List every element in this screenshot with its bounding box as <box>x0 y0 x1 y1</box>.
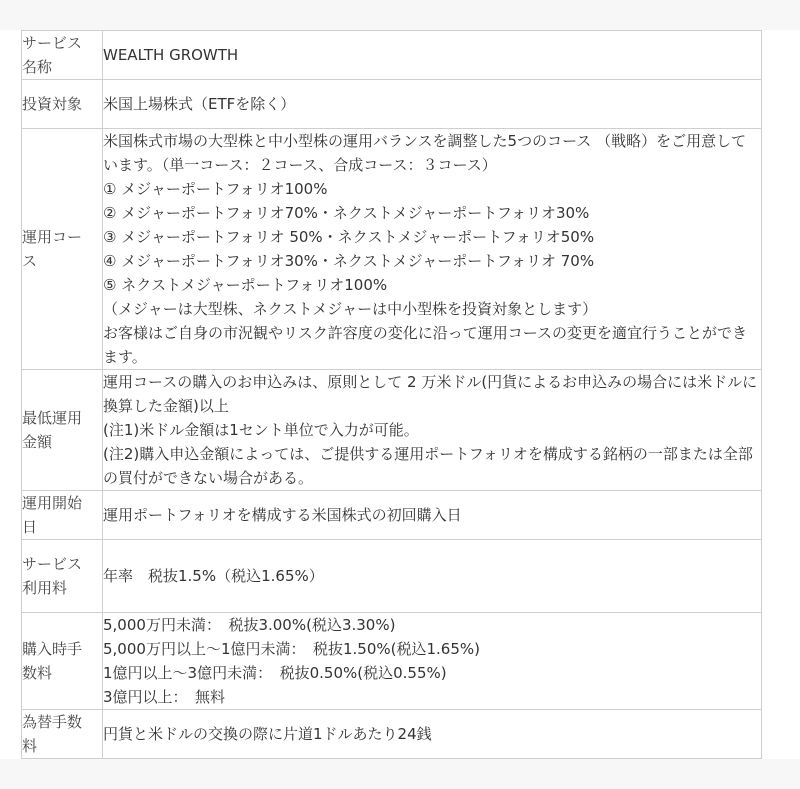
table-row <box>22 613 762 710</box>
top-margin <box>0 0 800 30</box>
row-value-cell <box>103 491 762 540</box>
row-value-cell <box>103 613 762 710</box>
value-line: (注2)購入申込金額によっては、ご提供する運用ポートフォリオを構成する銘柄の一部または全部の買付ができない場合がある。 <box>103 445 753 487</box>
table-row <box>22 540 762 613</box>
row-label-cell <box>22 491 103 540</box>
value-line: 5,000万円以上～1億円未満： 税抜1.50%(税込1.65%) <box>103 640 480 658</box>
row-label: 運用開始日 <box>22 494 83 536</box>
value-line: WEALTH GROWTH <box>103 46 239 64</box>
value-line: ② メジャーポートフォリオ70%・ネクストメジャーポートフォリオ30% <box>103 204 590 222</box>
row-label: 投資対象 <box>22 95 83 113</box>
row-value-cell <box>103 80 762 129</box>
row-label: 運用コース <box>22 228 83 270</box>
value-line: 年率 税抜1.5%（税込1.65%） <box>103 567 324 585</box>
row-label-cell <box>22 80 103 129</box>
row-value-cell <box>103 129 762 370</box>
table-row <box>22 80 762 129</box>
row-label: 為替手数料 <box>22 713 83 755</box>
row-label: サービス名称 <box>22 34 83 76</box>
page-body <box>0 30 800 759</box>
row-label-cell <box>22 31 103 80</box>
value-line: （メジャーは大型株、ネクストメジャーは中小型株を投資対象とします） <box>103 300 598 318</box>
row-label-cell <box>22 370 103 491</box>
table-row <box>22 710 762 759</box>
table-row <box>22 491 762 540</box>
row-value-cell <box>103 370 762 491</box>
value-line: ③ メジャーポートフォリオ 50%・ネクストメジャーポートフォリオ50% <box>103 228 595 246</box>
row-value-cell <box>103 31 762 80</box>
value-line: 1億円以上～3億円未満： 税抜0.50%(税込0.55%) <box>103 664 447 682</box>
bottom-margin <box>0 759 800 789</box>
value-line: 米国株式市場の大型株と中小型株の運用バランスを調整した5つのコース （戦略）をご用意しています。（単一コース：２コース、合成コース：３コース） <box>103 132 747 174</box>
table-row <box>22 129 762 370</box>
table-row <box>22 31 762 80</box>
value-line: 運用コースの購入のお申込みは、原則として 2 万米ドル(円貨によるお申込みの場合には米ドルに換算した金額)以上 <box>103 373 758 415</box>
row-label: 購入時手数料 <box>22 640 83 682</box>
service-spec-table <box>21 30 762 759</box>
value-line: ① メジャーポートフォリオ100% <box>103 180 328 198</box>
value-line: 円貨と米ドルの交換の際に片道1ドルあたり24銭 <box>103 725 432 743</box>
row-label: サービス利用料 <box>22 555 83 597</box>
value-line: ⑤ ネクストメジャーポートフォリオ100% <box>103 276 388 294</box>
value-line: ④ メジャーポートフォリオ30%・ネクストメジャーポートフォリオ 70% <box>103 252 595 270</box>
value-line: お客様はご自身の市況観やリスク許容度の変化に沿って運用コースの変更を適宜行うことができます。 <box>103 324 747 366</box>
row-label-cell <box>22 710 103 759</box>
value-line: 3億円以上： 無料 <box>103 688 226 706</box>
value-line: (注1)米ドル金額は1セント単位で入力が可能。 <box>103 421 419 439</box>
row-label-cell <box>22 129 103 370</box>
value-line: 米国上場株式（ETFを除く） <box>103 95 296 113</box>
row-value-cell <box>103 710 762 759</box>
value-line: 運用ポートフォリオを構成する米国株式の初回購入日 <box>103 506 462 524</box>
row-label-cell <box>22 613 103 710</box>
row-label: 最低運用金額 <box>22 409 83 451</box>
row-value-cell <box>103 540 762 613</box>
row-label-cell <box>22 540 103 613</box>
value-line: 5,000万円未満： 税抜3.00%(税込3.30%) <box>103 616 396 634</box>
table-row <box>22 370 762 491</box>
